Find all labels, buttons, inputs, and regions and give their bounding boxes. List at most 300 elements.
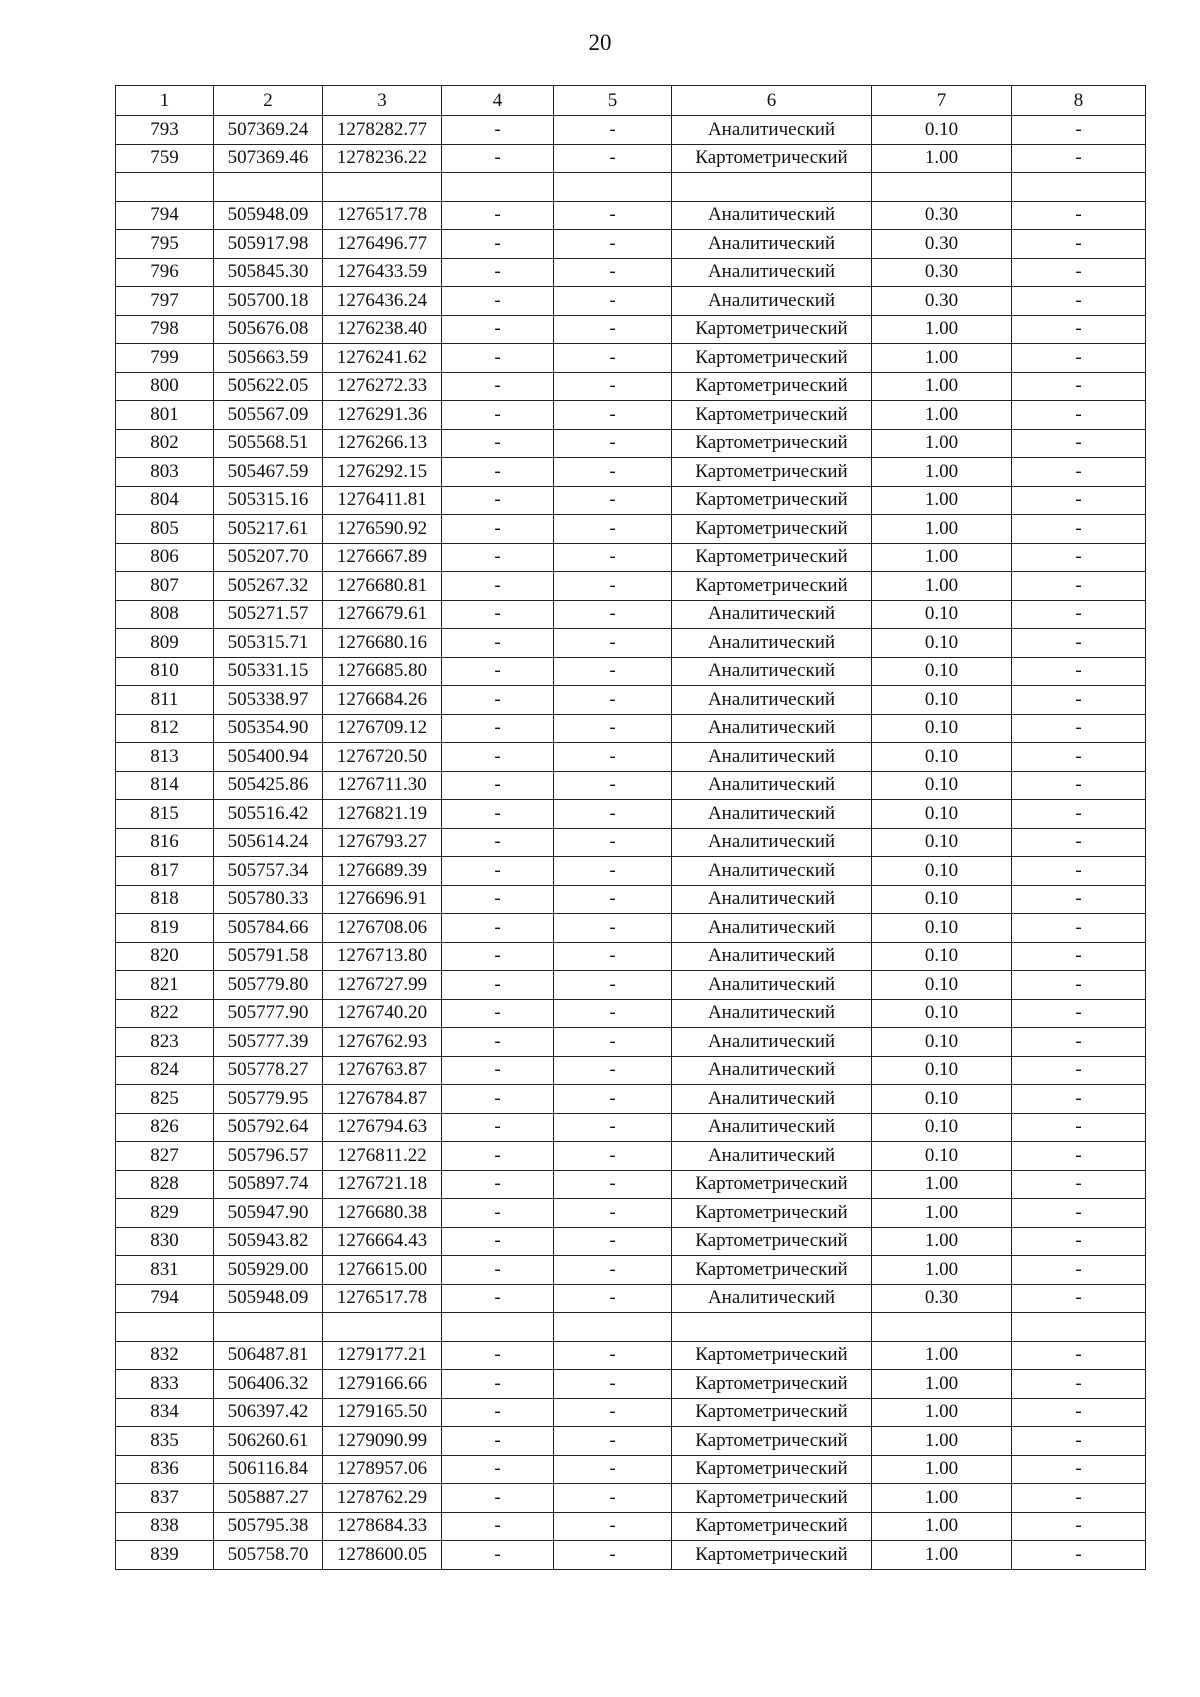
cell-y-coordinate: 1276763.87 bbox=[323, 1056, 442, 1085]
cell-accuracy: 0.10 bbox=[872, 1142, 1012, 1171]
cell-x-coordinate: 505887.27 bbox=[214, 1484, 323, 1513]
cell-col-5: - bbox=[554, 657, 672, 686]
cell-accuracy: 1.00 bbox=[872, 515, 1012, 544]
column-header-4: 4 bbox=[442, 86, 554, 116]
cell-y-coordinate: 1276679.61 bbox=[323, 600, 442, 629]
cell-col-5: - bbox=[554, 572, 672, 601]
cell-point-number: 836 bbox=[116, 1455, 214, 1484]
cell-point-number bbox=[116, 1313, 214, 1342]
cell-col-5: - bbox=[554, 1170, 672, 1199]
cell-y-coordinate: 1276721.18 bbox=[323, 1170, 442, 1199]
cell-method bbox=[672, 1313, 872, 1342]
cell-accuracy: 0.10 bbox=[872, 971, 1012, 1000]
cell-col-4: - bbox=[442, 1170, 554, 1199]
cell-col-8: - bbox=[1012, 1427, 1146, 1456]
column-header-3: 3 bbox=[323, 86, 442, 116]
cell-point-number: 815 bbox=[116, 800, 214, 829]
cell-y-coordinate: 1278762.29 bbox=[323, 1484, 442, 1513]
table-row bbox=[116, 629, 1146, 658]
cell-x-coordinate: 506406.32 bbox=[214, 1370, 323, 1399]
cell-col-5: - bbox=[554, 771, 672, 800]
cell-point-number: 826 bbox=[116, 1113, 214, 1142]
table-row bbox=[116, 1142, 1146, 1171]
cell-method: Картометрический bbox=[672, 572, 872, 601]
cell-x-coordinate: 505795.38 bbox=[214, 1512, 323, 1541]
cell-x-coordinate: 506487.81 bbox=[214, 1341, 323, 1370]
cell-point-number: 838 bbox=[116, 1512, 214, 1541]
cell-point-number: 800 bbox=[116, 372, 214, 401]
cell-point-number: 796 bbox=[116, 258, 214, 287]
table-row bbox=[116, 942, 1146, 971]
cell-accuracy: 1.00 bbox=[872, 1427, 1012, 1456]
cell-accuracy: 1.00 bbox=[872, 1170, 1012, 1199]
cell-y-coordinate: 1279177.21 bbox=[323, 1341, 442, 1370]
cell-point-number: 759 bbox=[116, 144, 214, 173]
cell-accuracy: 1.00 bbox=[872, 1512, 1012, 1541]
cell-method: Аналитический bbox=[672, 657, 872, 686]
cell-point-number: 801 bbox=[116, 401, 214, 430]
cell-x-coordinate: 507369.46 bbox=[214, 144, 323, 173]
cell-y-coordinate: 1278684.33 bbox=[323, 1512, 442, 1541]
cell-col-4: - bbox=[442, 714, 554, 743]
table-row bbox=[116, 1398, 1146, 1427]
cell-accuracy bbox=[872, 1313, 1012, 1342]
column-header-8: 8 bbox=[1012, 86, 1146, 116]
table-row bbox=[116, 372, 1146, 401]
table-row bbox=[116, 287, 1146, 316]
cell-method: Аналитический bbox=[672, 1284, 872, 1313]
cell-x-coordinate: 505780.33 bbox=[214, 885, 323, 914]
cell-col-4: - bbox=[442, 258, 554, 287]
table-row bbox=[116, 885, 1146, 914]
cell-col-4: - bbox=[442, 201, 554, 230]
cell-col-4: - bbox=[442, 1028, 554, 1057]
cell-col-4: - bbox=[442, 1256, 554, 1285]
cell-accuracy: 0.10 bbox=[872, 1056, 1012, 1085]
column-header-1: 1 bbox=[116, 86, 214, 116]
cell-accuracy: 0.10 bbox=[872, 1028, 1012, 1057]
cell-point-number: 798 bbox=[116, 315, 214, 344]
cell-accuracy: 0.30 bbox=[872, 201, 1012, 230]
cell-col-8: - bbox=[1012, 1113, 1146, 1142]
cell-y-coordinate: 1276711.30 bbox=[323, 771, 442, 800]
cell-col-4: - bbox=[442, 486, 554, 515]
table-row bbox=[116, 1056, 1146, 1085]
cell-x-coordinate: 505796.57 bbox=[214, 1142, 323, 1171]
cell-method: Аналитический bbox=[672, 971, 872, 1000]
cell-accuracy: 0.10 bbox=[872, 914, 1012, 943]
cell-col-4: - bbox=[442, 828, 554, 857]
table-row bbox=[116, 971, 1146, 1000]
table-row bbox=[116, 686, 1146, 715]
cell-col-8: - bbox=[1012, 1398, 1146, 1427]
cell-accuracy: 1.00 bbox=[872, 1541, 1012, 1570]
cell-col-5 bbox=[554, 173, 672, 202]
cell-y-coordinate: 1276266.13 bbox=[323, 429, 442, 458]
cell-point-number: 832 bbox=[116, 1341, 214, 1370]
cell-x-coordinate: 505267.32 bbox=[214, 572, 323, 601]
cell-col-5: - bbox=[554, 1199, 672, 1228]
cell-col-4: - bbox=[442, 1455, 554, 1484]
cell-x-coordinate: 505207.70 bbox=[214, 543, 323, 572]
cell-col-5: - bbox=[554, 1284, 672, 1313]
cell-col-5: - bbox=[554, 714, 672, 743]
cell-method: Аналитический bbox=[672, 885, 872, 914]
cell-point-number: 812 bbox=[116, 714, 214, 743]
cell-accuracy: 0.10 bbox=[872, 1113, 1012, 1142]
cell-x-coordinate: 505331.15 bbox=[214, 657, 323, 686]
table-row bbox=[116, 771, 1146, 800]
cell-method: Картометрический bbox=[672, 1170, 872, 1199]
cell-col-5 bbox=[554, 1313, 672, 1342]
cell-accuracy: 1.00 bbox=[872, 1341, 1012, 1370]
cell-y-coordinate: 1276241.62 bbox=[323, 344, 442, 373]
cell-method: Картометрический bbox=[672, 543, 872, 572]
table-row bbox=[116, 1028, 1146, 1057]
column-header-5: 5 bbox=[554, 86, 672, 116]
table-row bbox=[116, 543, 1146, 572]
cell-point-number: 821 bbox=[116, 971, 214, 1000]
cell-col-5: - bbox=[554, 372, 672, 401]
blank-row bbox=[116, 1313, 1146, 1342]
cell-point-number: 833 bbox=[116, 1370, 214, 1399]
cell-col-5: - bbox=[554, 1455, 672, 1484]
cell-method: Аналитический bbox=[672, 1056, 872, 1085]
cell-y-coordinate: 1276517.78 bbox=[323, 1284, 442, 1313]
cell-accuracy: 0.10 bbox=[872, 743, 1012, 772]
cell-col-5: - bbox=[554, 315, 672, 344]
table-row bbox=[116, 1370, 1146, 1399]
cell-point-number: 813 bbox=[116, 743, 214, 772]
cell-x-coordinate: 507369.24 bbox=[214, 116, 323, 145]
cell-method: Аналитический bbox=[672, 771, 872, 800]
cell-col-8: - bbox=[1012, 201, 1146, 230]
cell-col-8: - bbox=[1012, 401, 1146, 430]
cell-x-coordinate: 506116.84 bbox=[214, 1455, 323, 1484]
cell-x-coordinate: 505943.82 bbox=[214, 1227, 323, 1256]
cell-col-5: - bbox=[554, 1142, 672, 1171]
table-row bbox=[116, 1341, 1146, 1370]
cell-col-5: - bbox=[554, 600, 672, 629]
cell-point-number: 802 bbox=[116, 429, 214, 458]
cell-x-coordinate: 505354.90 bbox=[214, 714, 323, 743]
cell-method: Аналитический bbox=[672, 914, 872, 943]
cell-accuracy: 1.00 bbox=[872, 1199, 1012, 1228]
cell-point-number: 829 bbox=[116, 1199, 214, 1228]
cell-col-5: - bbox=[554, 1484, 672, 1513]
table-row bbox=[116, 1085, 1146, 1114]
cell-col-5: - bbox=[554, 1056, 672, 1085]
cell-point-number bbox=[116, 173, 214, 202]
table-row bbox=[116, 144, 1146, 173]
cell-x-coordinate: 505516.42 bbox=[214, 800, 323, 829]
cell-accuracy: 1.00 bbox=[872, 1455, 1012, 1484]
table-row bbox=[116, 486, 1146, 515]
cell-x-coordinate: 505567.09 bbox=[214, 401, 323, 430]
cell-y-coordinate: 1276762.93 bbox=[323, 1028, 442, 1057]
cell-col-5: - bbox=[554, 800, 672, 829]
cell-accuracy: 1.00 bbox=[872, 144, 1012, 173]
cell-col-8: - bbox=[1012, 942, 1146, 971]
cell-method: Картометрический bbox=[672, 1341, 872, 1370]
cell-method: Картометрический bbox=[672, 1484, 872, 1513]
cell-accuracy: 1.00 bbox=[872, 458, 1012, 487]
table-row bbox=[116, 429, 1146, 458]
cell-point-number: 814 bbox=[116, 771, 214, 800]
cell-x-coordinate: 505758.70 bbox=[214, 1541, 323, 1570]
cell-col-8: - bbox=[1012, 287, 1146, 316]
cell-col-4: - bbox=[442, 1341, 554, 1370]
cell-method: Картометрический bbox=[672, 429, 872, 458]
cell-col-5: - bbox=[554, 1398, 672, 1427]
cell-method: Аналитический bbox=[672, 800, 872, 829]
cell-accuracy: 0.10 bbox=[872, 828, 1012, 857]
table-row bbox=[116, 201, 1146, 230]
cell-method: Аналитический bbox=[672, 629, 872, 658]
cell-col-8: - bbox=[1012, 1484, 1146, 1513]
cell-method: Аналитический bbox=[672, 287, 872, 316]
cell-x-coordinate: 505217.61 bbox=[214, 515, 323, 544]
cell-point-number: 809 bbox=[116, 629, 214, 658]
cell-col-5: - bbox=[554, 1028, 672, 1057]
cell-y-coordinate: 1276713.80 bbox=[323, 942, 442, 971]
cell-col-5: - bbox=[554, 1341, 672, 1370]
cell-y-coordinate: 1276517.78 bbox=[323, 201, 442, 230]
cell-col-8: - bbox=[1012, 971, 1146, 1000]
cell-y-coordinate: 1276615.00 bbox=[323, 1256, 442, 1285]
cell-col-8: - bbox=[1012, 771, 1146, 800]
cell-point-number: 793 bbox=[116, 116, 214, 145]
cell-col-4: - bbox=[442, 116, 554, 145]
cell-accuracy: 1.00 bbox=[872, 315, 1012, 344]
cell-col-4: - bbox=[442, 914, 554, 943]
cell-x-coordinate: 505917.98 bbox=[214, 230, 323, 259]
cell-point-number: 816 bbox=[116, 828, 214, 857]
cell-method: Картометрический bbox=[672, 1398, 872, 1427]
cell-col-5: - bbox=[554, 458, 672, 487]
cell-method: Аналитический bbox=[672, 201, 872, 230]
cell-col-4: - bbox=[442, 287, 554, 316]
cell-col-4: - bbox=[442, 458, 554, 487]
cell-y-coordinate: 1276821.19 bbox=[323, 800, 442, 829]
cell-accuracy bbox=[872, 173, 1012, 202]
cell-y-coordinate: 1276696.91 bbox=[323, 885, 442, 914]
cell-accuracy: 0.10 bbox=[872, 714, 1012, 743]
cell-x-coordinate: 505700.18 bbox=[214, 287, 323, 316]
cell-method: Картометрический bbox=[672, 1256, 872, 1285]
cell-point-number: 805 bbox=[116, 515, 214, 544]
cell-col-5: - bbox=[554, 543, 672, 572]
cell-col-5: - bbox=[554, 1427, 672, 1456]
cell-x-coordinate: 505614.24 bbox=[214, 828, 323, 857]
cell-col-5: - bbox=[554, 486, 672, 515]
cell-col-8: - bbox=[1012, 486, 1146, 515]
cell-col-5: - bbox=[554, 629, 672, 658]
cell-x-coordinate: 506397.42 bbox=[214, 1398, 323, 1427]
cell-method: Аналитический bbox=[672, 258, 872, 287]
cell-y-coordinate: 1278600.05 bbox=[323, 1541, 442, 1570]
cell-col-8: - bbox=[1012, 1056, 1146, 1085]
cell-point-number: 827 bbox=[116, 1142, 214, 1171]
column-header-2: 2 bbox=[214, 86, 323, 116]
cell-col-5: - bbox=[554, 1113, 672, 1142]
cell-point-number: 794 bbox=[116, 201, 214, 230]
cell-method bbox=[672, 173, 872, 202]
cell-col-4: - bbox=[442, 1284, 554, 1313]
cell-col-8: - bbox=[1012, 600, 1146, 629]
cell-y-coordinate: 1276680.16 bbox=[323, 629, 442, 658]
cell-col-8: - bbox=[1012, 1341, 1146, 1370]
table-row bbox=[116, 1227, 1146, 1256]
cell-col-4: - bbox=[442, 1056, 554, 1085]
cell-col-8: - bbox=[1012, 429, 1146, 458]
table-body bbox=[116, 116, 1146, 1570]
cell-accuracy: 1.00 bbox=[872, 486, 1012, 515]
cell-y-coordinate: 1276708.06 bbox=[323, 914, 442, 943]
table-row bbox=[116, 1484, 1146, 1513]
table-row bbox=[116, 800, 1146, 829]
cell-method: Картометрический bbox=[672, 1227, 872, 1256]
cell-x-coordinate: 505315.16 bbox=[214, 486, 323, 515]
cell-y-coordinate: 1276784.87 bbox=[323, 1085, 442, 1114]
cell-x-coordinate: 505897.74 bbox=[214, 1170, 323, 1199]
cell-x-coordinate: 505425.86 bbox=[214, 771, 323, 800]
cell-col-8: - bbox=[1012, 258, 1146, 287]
cell-col-4: - bbox=[442, 743, 554, 772]
cell-method: Картометрический bbox=[672, 1370, 872, 1399]
cell-y-coordinate: 1276291.36 bbox=[323, 401, 442, 430]
cell-col-8: - bbox=[1012, 1455, 1146, 1484]
table-row bbox=[116, 828, 1146, 857]
cell-accuracy: 1.00 bbox=[872, 401, 1012, 430]
cell-x-coordinate bbox=[214, 173, 323, 202]
table-row bbox=[116, 600, 1146, 629]
table-row bbox=[116, 315, 1146, 344]
cell-x-coordinate: 505947.90 bbox=[214, 1199, 323, 1228]
cell-x-coordinate: 505663.59 bbox=[214, 344, 323, 373]
cell-x-coordinate: 505778.27 bbox=[214, 1056, 323, 1085]
cell-col-8 bbox=[1012, 1313, 1146, 1342]
cell-method: Картометрический bbox=[672, 515, 872, 544]
cell-col-4: - bbox=[442, 543, 554, 572]
cell-point-number: 830 bbox=[116, 1227, 214, 1256]
cell-col-4: - bbox=[442, 885, 554, 914]
cell-col-5: - bbox=[554, 429, 672, 458]
cell-col-8: - bbox=[1012, 543, 1146, 572]
cell-accuracy: 1.00 bbox=[872, 1256, 1012, 1285]
cell-x-coordinate: 505338.97 bbox=[214, 686, 323, 715]
cell-y-coordinate: 1276590.92 bbox=[323, 515, 442, 544]
cell-col-4: - bbox=[442, 1484, 554, 1513]
cell-col-4: - bbox=[442, 1142, 554, 1171]
cell-col-4: - bbox=[442, 686, 554, 715]
cell-y-coordinate: 1276667.89 bbox=[323, 543, 442, 572]
cell-col-8: - bbox=[1012, 1370, 1146, 1399]
cell-x-coordinate: 505622.05 bbox=[214, 372, 323, 401]
cell-y-coordinate: 1279166.66 bbox=[323, 1370, 442, 1399]
cell-col-5: - bbox=[554, 116, 672, 145]
cell-col-8: - bbox=[1012, 1227, 1146, 1256]
cell-point-number: 839 bbox=[116, 1541, 214, 1570]
cell-col-4: - bbox=[442, 572, 554, 601]
cell-col-5: - bbox=[554, 999, 672, 1028]
cell-col-8: - bbox=[1012, 828, 1146, 857]
cell-col-5: - bbox=[554, 201, 672, 230]
cell-accuracy: 0.10 bbox=[872, 116, 1012, 145]
cell-col-5: - bbox=[554, 230, 672, 259]
cell-y-coordinate: 1276680.38 bbox=[323, 1199, 442, 1228]
cell-col-5: - bbox=[554, 515, 672, 544]
cell-col-8: - bbox=[1012, 857, 1146, 886]
cell-col-8: - bbox=[1012, 1541, 1146, 1570]
cell-accuracy: 0.10 bbox=[872, 800, 1012, 829]
table-row bbox=[116, 230, 1146, 259]
cell-y-coordinate: 1276709.12 bbox=[323, 714, 442, 743]
cell-col-4: - bbox=[442, 429, 554, 458]
cell-col-5: - bbox=[554, 344, 672, 373]
cell-y-coordinate: 1276684.26 bbox=[323, 686, 442, 715]
cell-point-number: 824 bbox=[116, 1056, 214, 1085]
cell-col-5: - bbox=[554, 857, 672, 886]
cell-y-coordinate: 1276685.80 bbox=[323, 657, 442, 686]
cell-col-5: - bbox=[554, 942, 672, 971]
table-row bbox=[116, 515, 1146, 544]
table-row bbox=[116, 458, 1146, 487]
cell-y-coordinate: 1276496.77 bbox=[323, 230, 442, 259]
table-row bbox=[116, 401, 1146, 430]
cell-y-coordinate: 1279165.50 bbox=[323, 1398, 442, 1427]
cell-point-number: 837 bbox=[116, 1484, 214, 1513]
cell-accuracy: 0.10 bbox=[872, 942, 1012, 971]
cell-col-4: - bbox=[442, 1398, 554, 1427]
cell-method: Картометрический bbox=[672, 458, 872, 487]
cell-point-number: 819 bbox=[116, 914, 214, 943]
cell-col-8: - bbox=[1012, 572, 1146, 601]
cell-point-number: 818 bbox=[116, 885, 214, 914]
cell-method: Картометрический bbox=[672, 1427, 872, 1456]
cell-col-5: - bbox=[554, 1541, 672, 1570]
cell-point-number: 825 bbox=[116, 1085, 214, 1114]
cell-x-coordinate: 505791.58 bbox=[214, 942, 323, 971]
cell-method: Аналитический bbox=[672, 999, 872, 1028]
cell-method: Аналитический bbox=[672, 1142, 872, 1171]
cell-x-coordinate: 505779.95 bbox=[214, 1085, 323, 1114]
table-row bbox=[116, 344, 1146, 373]
cell-col-8: - bbox=[1012, 657, 1146, 686]
cell-accuracy: 0.30 bbox=[872, 1284, 1012, 1313]
cell-col-5: - bbox=[554, 1256, 672, 1285]
table-row bbox=[116, 116, 1146, 145]
cell-method: Аналитический bbox=[672, 1113, 872, 1142]
cell-y-coordinate: 1276740.20 bbox=[323, 999, 442, 1028]
cell-col-5: - bbox=[554, 401, 672, 430]
cell-method: Аналитический bbox=[672, 230, 872, 259]
cell-accuracy: 0.10 bbox=[872, 600, 1012, 629]
cell-x-coordinate: 505777.39 bbox=[214, 1028, 323, 1057]
cell-y-coordinate: 1276793.27 bbox=[323, 828, 442, 857]
cell-method: Аналитический bbox=[672, 828, 872, 857]
cell-col-4: - bbox=[442, 230, 554, 259]
cell-col-5: - bbox=[554, 1227, 672, 1256]
column-header-6: 6 bbox=[672, 86, 872, 116]
cell-col-5: - bbox=[554, 1370, 672, 1399]
cell-point-number: 820 bbox=[116, 942, 214, 971]
cell-point-number: 795 bbox=[116, 230, 214, 259]
cell-accuracy: 1.00 bbox=[872, 344, 1012, 373]
cell-accuracy: 0.10 bbox=[872, 629, 1012, 658]
cell-col-4: - bbox=[442, 1512, 554, 1541]
cell-x-coordinate: 505568.51 bbox=[214, 429, 323, 458]
